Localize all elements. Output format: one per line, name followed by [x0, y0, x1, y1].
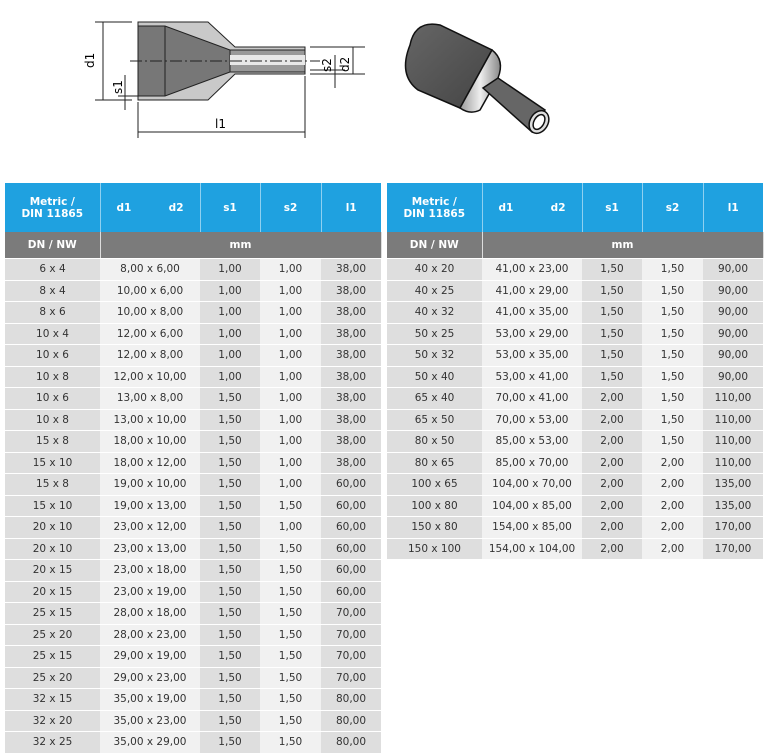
l1-cell: 38,00 [321, 452, 381, 474]
l1-cell: 110,00 [703, 388, 763, 410]
dn-cell: 150 x 100 [387, 538, 482, 560]
dn-cell: 40 x 32 [387, 302, 482, 324]
d1-d2-cell: 41,00 x 29,00 [482, 280, 582, 302]
table-row [5, 603, 381, 625]
header-s2: s2 [260, 183, 321, 232]
table-row [5, 323, 381, 345]
s2-cell: 2,00 [642, 517, 703, 539]
s2-cell: 1,50 [260, 603, 321, 625]
d1-d2-cell: 35,00 x 19,00 [100, 689, 200, 711]
metric-label: Metric / [411, 195, 457, 208]
d1-d2-cell: 70,00 x 41,00 [482, 388, 582, 410]
s2-cell: 1,00 [260, 517, 321, 539]
s1-cell: 2,00 [582, 388, 642, 410]
d1-d2-cell: 23,00 x 18,00 [100, 560, 200, 582]
dn-cell: 15 x 8 [5, 431, 100, 453]
dn-cell: 50 x 40 [387, 366, 482, 388]
header-d1-d2 [482, 183, 582, 232]
l1-cell: 170,00 [703, 517, 763, 539]
s1-cell: 1,50 [200, 495, 260, 517]
l1-cell: 60,00 [321, 474, 381, 496]
s2-cell: 1,50 [642, 388, 703, 410]
s1-cell: 2,00 [582, 474, 642, 496]
s2-cell: 1,50 [642, 259, 703, 281]
label-d1: d1 [83, 52, 97, 68]
dn-cell: 50 x 32 [387, 345, 482, 367]
s1-cell: 1,50 [582, 366, 642, 388]
s1-cell: 1,00 [200, 280, 260, 302]
dn-cell: 25 x 20 [5, 624, 100, 646]
l1-cell: 135,00 [703, 474, 763, 496]
dn-cell: 25 x 15 [5, 603, 100, 625]
s1-cell: 2,00 [582, 495, 642, 517]
d1-d2-cell: 85,00 x 53,00 [482, 431, 582, 453]
d1-d2-cell: 13,00 x 10,00 [100, 409, 200, 431]
s2-cell: 1,50 [260, 495, 321, 517]
l1-cell: 38,00 [321, 431, 381, 453]
table-row [387, 452, 763, 474]
s1-cell: 1,50 [582, 345, 642, 367]
s1-cell: 1,00 [200, 323, 260, 345]
s1-cell: 1,00 [200, 302, 260, 324]
metric-label: Metric / [29, 195, 75, 208]
s2-cell: 1,50 [642, 431, 703, 453]
dn-cell: 100 x 65 [387, 474, 482, 496]
l1-cell: 90,00 [703, 280, 763, 302]
dn-cell: 25 x 15 [5, 646, 100, 668]
header-metric [5, 183, 100, 232]
s2-cell: 1,50 [260, 710, 321, 732]
technical-section-drawing [95, 22, 365, 138]
l1-cell: 60,00 [321, 560, 381, 582]
s1-cell: 1,00 [200, 345, 260, 367]
s1-cell: 2,00 [582, 431, 642, 453]
d1-d2-cell: 12,00 x 8,00 [100, 345, 200, 367]
din-label: DIN 11865 [403, 207, 466, 220]
table-row [5, 646, 381, 668]
dn-label: DN / NW [387, 232, 482, 259]
header-s1: s1 [200, 183, 260, 232]
s1-cell: 1,50 [200, 431, 260, 453]
l1-cell: 70,00 [321, 603, 381, 625]
dn-cell: 15 x 8 [5, 474, 100, 496]
s1-cell: 1,50 [200, 581, 260, 603]
s2-cell: 1,50 [260, 624, 321, 646]
s1-cell: 1,50 [200, 474, 260, 496]
header-row [387, 183, 763, 232]
unit-label: mm [100, 232, 381, 259]
s1-cell: 1,50 [200, 603, 260, 625]
d1-d2-cell: 23,00 x 12,00 [100, 517, 200, 539]
s2-cell: 1,50 [260, 538, 321, 560]
dn-cell: 80 x 50 [387, 431, 482, 453]
dn-cell: 10 x 6 [5, 388, 100, 410]
dn-cell: 100 x 80 [387, 495, 482, 517]
dn-cell: 10 x 8 [5, 366, 100, 388]
table-row [5, 302, 381, 324]
s2-cell: 1,50 [260, 689, 321, 711]
s1-cell: 1,00 [200, 366, 260, 388]
l1-cell: 38,00 [321, 388, 381, 410]
s1-cell: 1,50 [200, 538, 260, 560]
label-s2: s2 [320, 58, 334, 72]
s1-cell: 1,50 [200, 646, 260, 668]
table-row [387, 538, 763, 560]
d1-d2-cell: 28,00 x 18,00 [100, 603, 200, 625]
l1-cell: 135,00 [703, 495, 763, 517]
din-label: DIN 11865 [21, 207, 84, 220]
d1-d2-cell: 13,00 x 8,00 [100, 388, 200, 410]
subheader-row [387, 232, 763, 259]
s2-cell: 1,00 [260, 452, 321, 474]
table-row [387, 302, 763, 324]
header-row [5, 183, 381, 232]
table-row [5, 517, 381, 539]
s2-cell: 1,50 [260, 646, 321, 668]
d1-d2-cell: 10,00 x 8,00 [100, 302, 200, 324]
l1-cell: 90,00 [703, 366, 763, 388]
d1-d2-cell: 23,00 x 13,00 [100, 538, 200, 560]
l1-cell: 80,00 [321, 689, 381, 711]
s1-cell: 1,50 [200, 409, 260, 431]
table-row [387, 517, 763, 539]
s2-cell: 1,50 [642, 280, 703, 302]
d1-d2-cell: 104,00 x 85,00 [482, 495, 582, 517]
dn-cell: 6 x 4 [5, 259, 100, 281]
table-row [5, 409, 381, 431]
s2-cell: 2,00 [642, 538, 703, 560]
s2-cell: 1,00 [260, 280, 321, 302]
dn-cell: 65 x 40 [387, 388, 482, 410]
table-row [5, 388, 381, 410]
dn-cell: 20 x 15 [5, 560, 100, 582]
dn-cell: 20 x 10 [5, 538, 100, 560]
s2-cell: 1,50 [642, 323, 703, 345]
d2-label: d2 [168, 201, 184, 214]
d1-d2-cell: 53,00 x 29,00 [482, 323, 582, 345]
s1-cell: 1,50 [200, 517, 260, 539]
l1-cell: 170,00 [703, 538, 763, 560]
table-row [387, 474, 763, 496]
s2-cell: 1,50 [642, 409, 703, 431]
s1-cell: 1,50 [200, 667, 260, 689]
dn-cell: 10 x 8 [5, 409, 100, 431]
l1-cell: 90,00 [703, 259, 763, 281]
l1-cell: 90,00 [703, 345, 763, 367]
s2-cell: 1,00 [260, 302, 321, 324]
table-row [387, 366, 763, 388]
table-row [5, 624, 381, 646]
header-s2: s2 [642, 183, 703, 232]
table-row [387, 431, 763, 453]
dn-cell: 15 x 10 [5, 452, 100, 474]
header-l1: l1 [703, 183, 763, 232]
s1-cell: 1,50 [582, 302, 642, 324]
table-row [5, 667, 381, 689]
d1-d2-cell: 18,00 x 10,00 [100, 431, 200, 453]
table-row [5, 280, 381, 302]
table-row [5, 732, 381, 754]
dn-cell: 25 x 20 [5, 667, 100, 689]
dn-cell: 10 x 4 [5, 323, 100, 345]
dn-cell: 50 x 25 [387, 323, 482, 345]
label-l1: l1 [215, 117, 226, 131]
s1-cell: 1,50 [200, 452, 260, 474]
l1-cell: 38,00 [321, 302, 381, 324]
d1-label: d1 [498, 201, 514, 214]
d1-d2-cell: 23,00 x 19,00 [100, 581, 200, 603]
table-row [5, 431, 381, 453]
s1-cell: 1,50 [200, 710, 260, 732]
label-d2: d2 [338, 56, 352, 72]
s1-cell: 1,50 [582, 280, 642, 302]
l1-cell: 90,00 [703, 323, 763, 345]
s1-cell: 1,00 [200, 259, 260, 281]
s1-cell: 1,50 [582, 323, 642, 345]
header-d1-d2 [100, 183, 200, 232]
s2-cell: 1,00 [260, 388, 321, 410]
l1-cell: 70,00 [321, 667, 381, 689]
s2-cell: 1,00 [260, 366, 321, 388]
s2-cell: 1,50 [260, 560, 321, 582]
table-row [387, 280, 763, 302]
dn-cell: 15 x 10 [5, 495, 100, 517]
table-row [387, 495, 763, 517]
l1-cell: 80,00 [321, 710, 381, 732]
l1-cell: 70,00 [321, 646, 381, 668]
header-metric [387, 183, 482, 232]
s2-cell: 2,00 [642, 474, 703, 496]
s1-cell: 1,50 [200, 560, 260, 582]
l1-cell: 60,00 [321, 538, 381, 560]
s2-cell: 2,00 [642, 452, 703, 474]
d1-d2-cell: 53,00 x 41,00 [482, 366, 582, 388]
l1-cell: 60,00 [321, 495, 381, 517]
table-row [5, 581, 381, 603]
d2-label: d2 [550, 201, 566, 214]
reducer-drawing [80, 10, 560, 150]
s2-cell: 2,00 [642, 495, 703, 517]
table-row [5, 474, 381, 496]
d1-d2-cell: 53,00 x 35,00 [482, 345, 582, 367]
table-row [5, 495, 381, 517]
table-row [5, 345, 381, 367]
d1-d2-cell: 12,00 x 6,00 [100, 323, 200, 345]
s2-cell: 1,50 [260, 732, 321, 754]
s2-cell: 1,50 [642, 302, 703, 324]
l1-cell: 110,00 [703, 452, 763, 474]
dimension-table-right [387, 183, 764, 560]
s2-cell: 1,50 [642, 345, 703, 367]
label-s1: s1 [111, 80, 125, 94]
table-row [5, 538, 381, 560]
l1-cell: 38,00 [321, 409, 381, 431]
dn-cell: 20 x 10 [5, 517, 100, 539]
s1-cell: 2,00 [582, 409, 642, 431]
subheader-row [5, 232, 381, 259]
reducer-3d-illustration [406, 24, 553, 137]
unit-label: mm [482, 232, 763, 259]
d1-d2-cell: 19,00 x 10,00 [100, 474, 200, 496]
d1-d2-cell: 29,00 x 23,00 [100, 667, 200, 689]
dn-cell: 10 x 6 [5, 345, 100, 367]
s2-cell: 1,00 [260, 259, 321, 281]
table-row [387, 388, 763, 410]
dn-cell: 8 x 4 [5, 280, 100, 302]
l1-cell: 60,00 [321, 581, 381, 603]
l1-cell: 38,00 [321, 280, 381, 302]
dn-cell: 32 x 25 [5, 732, 100, 754]
table-row [5, 710, 381, 732]
d1-d2-cell: 8,00 x 6,00 [100, 259, 200, 281]
s1-cell: 2,00 [582, 517, 642, 539]
s2-cell: 1,00 [260, 323, 321, 345]
l1-cell: 38,00 [321, 366, 381, 388]
dn-label: DN / NW [5, 232, 100, 259]
s2-cell: 1,00 [260, 409, 321, 431]
header-s1: s1 [582, 183, 642, 232]
dn-cell: 8 x 6 [5, 302, 100, 324]
dn-cell: 32 x 20 [5, 710, 100, 732]
s2-cell: 1,00 [260, 474, 321, 496]
d1-d2-cell: 29,00 x 19,00 [100, 646, 200, 668]
table-row [5, 452, 381, 474]
d1-d2-cell: 154,00 x 85,00 [482, 517, 582, 539]
table-row [5, 366, 381, 388]
l1-cell: 80,00 [321, 732, 381, 754]
l1-cell: 110,00 [703, 431, 763, 453]
header-l1: l1 [321, 183, 381, 232]
s1-cell: 1,50 [200, 624, 260, 646]
dn-cell: 40 x 25 [387, 280, 482, 302]
s2-cell: 1,50 [642, 366, 703, 388]
s1-cell: 1,50 [200, 689, 260, 711]
d1-d2-cell: 18,00 x 12,00 [100, 452, 200, 474]
l1-cell: 38,00 [321, 259, 381, 281]
dn-cell: 32 x 15 [5, 689, 100, 711]
l1-cell: 60,00 [321, 517, 381, 539]
d1-d2-cell: 41,00 x 35,00 [482, 302, 582, 324]
table-row [5, 560, 381, 582]
l1-cell: 38,00 [321, 323, 381, 345]
l1-cell: 110,00 [703, 409, 763, 431]
s2-cell: 1,00 [260, 431, 321, 453]
d1-d2-cell: 154,00 x 104,00 [482, 538, 582, 560]
table-row [5, 259, 381, 281]
table-row [387, 259, 763, 281]
d1-d2-cell: 41,00 x 23,00 [482, 259, 582, 281]
d1-d2-cell: 70,00 x 53,00 [482, 409, 582, 431]
s1-cell: 1,50 [200, 732, 260, 754]
s2-cell: 1,50 [260, 581, 321, 603]
table-row [5, 689, 381, 711]
s1-cell: 2,00 [582, 538, 642, 560]
table-row [387, 409, 763, 431]
s2-cell: 1,50 [260, 667, 321, 689]
d1-d2-cell: 19,00 x 13,00 [100, 495, 200, 517]
d1-d2-cell: 12,00 x 10,00 [100, 366, 200, 388]
d1-d2-cell: 104,00 x 70,00 [482, 474, 582, 496]
d1-d2-cell: 28,00 x 23,00 [100, 624, 200, 646]
d1-d2-cell: 35,00 x 29,00 [100, 732, 200, 754]
d1-label: d1 [116, 201, 132, 214]
dn-cell: 20 x 15 [5, 581, 100, 603]
s1-cell: 1,50 [582, 259, 642, 281]
d1-d2-cell: 85,00 x 70,00 [482, 452, 582, 474]
dimension-table-left [5, 183, 382, 754]
l1-cell: 90,00 [703, 302, 763, 324]
table-row [387, 345, 763, 367]
d1-d2-cell: 35,00 x 23,00 [100, 710, 200, 732]
dn-cell: 150 x 80 [387, 517, 482, 539]
l1-cell: 38,00 [321, 345, 381, 367]
l1-cell: 70,00 [321, 624, 381, 646]
s1-cell: 1,50 [200, 388, 260, 410]
s2-cell: 1,00 [260, 345, 321, 367]
d1-d2-cell: 10,00 x 6,00 [100, 280, 200, 302]
dn-cell: 65 x 50 [387, 409, 482, 431]
table-row [387, 323, 763, 345]
dn-cell: 80 x 65 [387, 452, 482, 474]
dn-cell: 40 x 20 [387, 259, 482, 281]
s1-cell: 2,00 [582, 452, 642, 474]
